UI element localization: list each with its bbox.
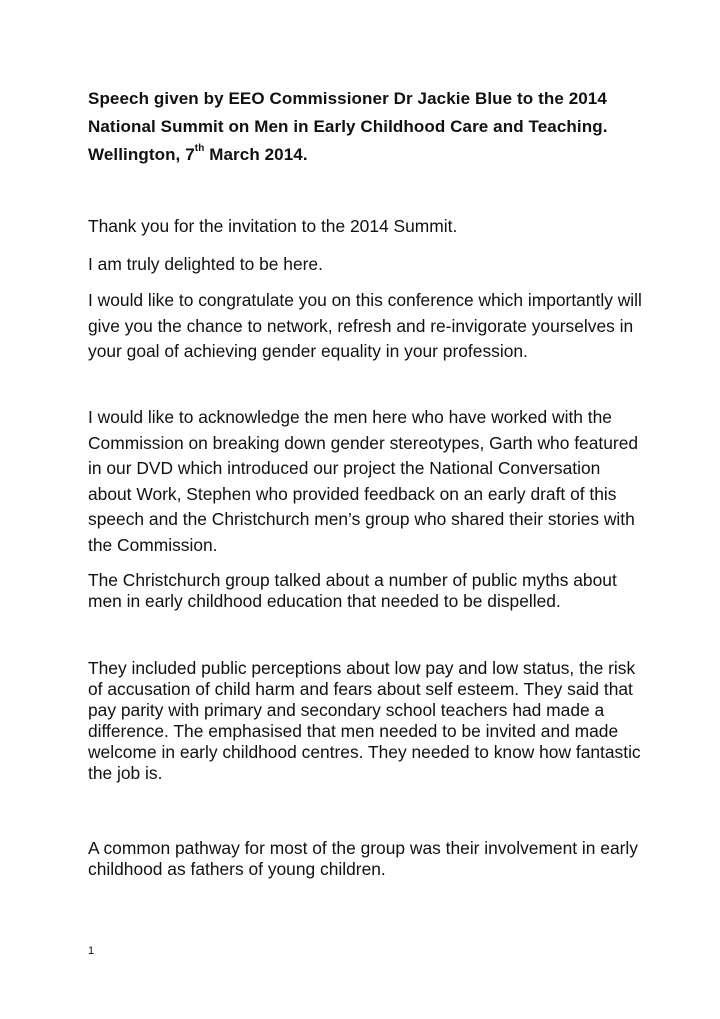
- paragraph-common-pathway: A common pathway for most of the group was their involvement in early childhood as fathers of young children.: [88, 838, 638, 879]
- paragraph-public-myths: The Christchurch group talked about a number of public myths about men in early childhood education that needed to be dispelled.: [88, 570, 617, 611]
- page-number: 1: [88, 945, 95, 957]
- speech-title-main: Speech given by EEO Commissioner Dr Jackie Blue to the 2014 National Summit on Men in Early Childhood Care and Teaching. Wellington, 7: [88, 89, 608, 164]
- paragraph-congratulate: I would like to congratulate you on this conference which importantly will give you the chance to network, refresh and re-invigorate yourselves in your goal of achieving gender equality in your profession.: [88, 290, 642, 362]
- date-ordinal-suffix: th: [194, 143, 205, 155]
- speech-title: [88, 85, 648, 169]
- paragraph-delighted: I am truly delighted to be here.: [88, 254, 323, 274]
- paragraph-acknowledge: I would like to acknowledge the men here who have worked with the Commission on breaking down gender stereotypes, Garth who featured in our DVD which introduced our project the National Conversation about Work, Stephen who provided feedback on an early draft of this speech and the Christchurch men’s group who shared their stories with the Commission.: [88, 407, 639, 555]
- paragraph-thanks: Thank you for the invitation to the 2014 Summit.: [88, 216, 458, 236]
- paragraph-perceptions: They included public perceptions about low pay and low status, the risk of accusation of child harm and fears about self esteem. They said that pay parity with primary and secondary school teachers had made a difference. The emphasised that men needed to be invited and made welcome in early childhood centres. They needed to know how fantastic the job is.: [88, 658, 641, 783]
- speech-title-date-end: March 2014.: [204, 145, 308, 164]
